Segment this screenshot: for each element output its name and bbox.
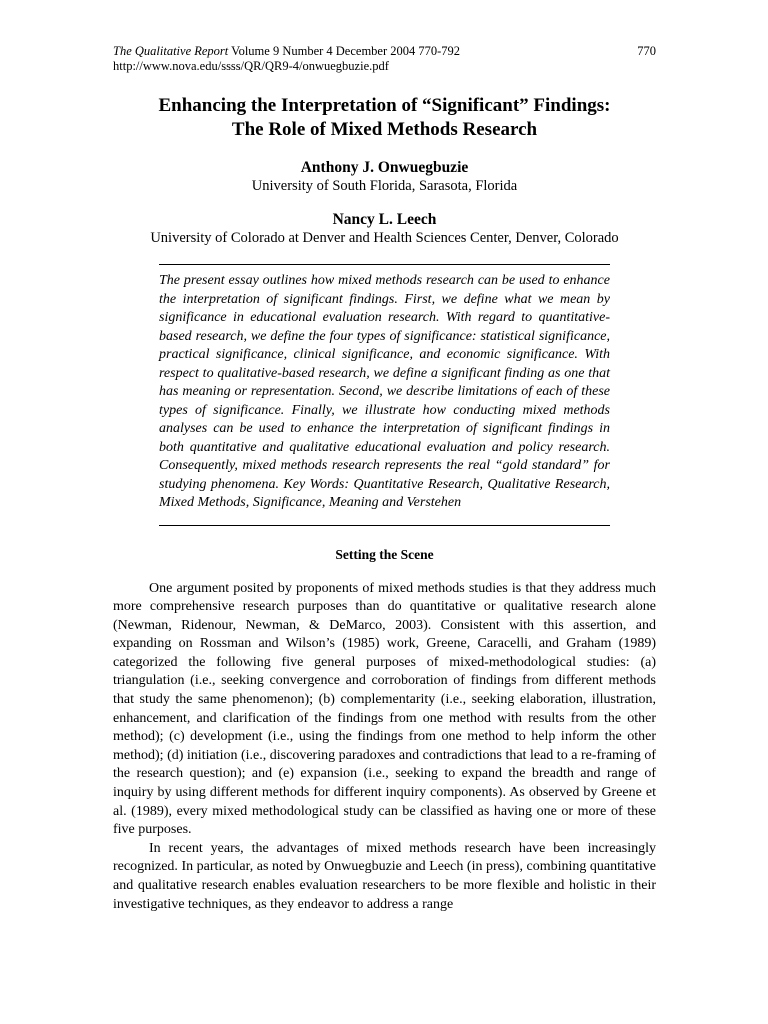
abstract-box <box>159 264 610 526</box>
page-number: 770 <box>637 44 656 58</box>
author-block-2 <box>113 210 656 248</box>
author-name: Nancy L. Leech <box>332 211 437 228</box>
author-name: Anthony J. Onwuegbuzie <box>300 159 469 176</box>
issue-info: Volume 9 Number 4 December 2004 770-792 <box>228 44 461 58</box>
author-affiliation: University of Colorado at Denver and Health Sciences Center, Denver, Colorado <box>150 230 619 246</box>
section-heading: Setting the Scene <box>335 546 434 562</box>
title-line-2: The Role of Mixed Methods Research <box>231 119 538 140</box>
paragraph: One argument posited by proponents of mixed methods studies is that they address much more comprehensive research purposes than do quantitative or qualitative research alone (Newman, Ridenour, Newman, & DeMarco, 2003). Consistent with this assertion, and expanding on Rossman and Wilson’s (1985) work, Greene, Caracelli, and Graham (1989) categorized the following five general purposes of mixed-methodological studies: (a) triangulation (i.e., seeking convergence and corroboration of findings from different methods that study the same phenomenon); (b) complementarity (i.e., seeking elaboration, illustration, enhancement, and clarification of the findings from one method with results from the other method); (c) development (i.e., using the findings from one method to help inform the other method); (d) initiation (i.e., discovering paradoxes and contradictions that lead to a re-framing of the research question); and (e) expansion (i.e., seeking to expand the breadth and range of inquiry by using different methods for different inquiry components). As observed by Greene et al. (1989), every mixed methodological study can be classified as having one or more of these five purposes. <box>113 580 656 838</box>
paper-title <box>113 94 656 142</box>
paragraph: In recent years, the advantages of mixed methods research have been increasingly recognized. In particular, as noted by Onwuegbuzie and Leech (in press), combining quantitative and qualitative research enables evaluation researchers to be more flexible and holistic in their investigative techniques, as they endeavor to address a range <box>113 840 656 912</box>
journal-name: The Qualitative Report <box>113 44 229 58</box>
article-url[interactable]: http://www.nova.edu/ssss/QR/QR9-4/onwuegbuzie.pdf <box>113 59 389 73</box>
running-header <box>113 44 656 74</box>
author-affiliation: University of South Florida, Sarasota, Florida <box>251 178 518 194</box>
title-line-1: Enhancing the Interpretation of “Significant” Findings: <box>158 95 611 116</box>
journal-citation <box>113 44 656 59</box>
abstract-text: The present essay outlines how mixed methods research can be used to enhance the interpretation of significant findings. First, we define what we mean by significance in educational evaluation research. With regard to quantitative-based research, we define the four types of significance: statistical significance, practical significance, clinical significance, and economic significance. With respect to qualitative-based research, we define a significant finding as one that has meaning or representation. Second, we describe limitations of each of these types of significance. Finally, we illustrate how conducting mixed methods analyses can be used to enhance the interpretation of significant findings in both quantitative and qualitative educational evaluation and policy research. Consequently, mixed methods research represents the real “gold standard” for studying phenomena. Key Words: Quantitative Research, Qualitative Research, Mixed Methods, Significance, Meaning and Verstehen <box>159 273 610 510</box>
author-block-1 <box>113 158 656 196</box>
paper-page <box>113 44 656 914</box>
body-text <box>113 580 656 915</box>
